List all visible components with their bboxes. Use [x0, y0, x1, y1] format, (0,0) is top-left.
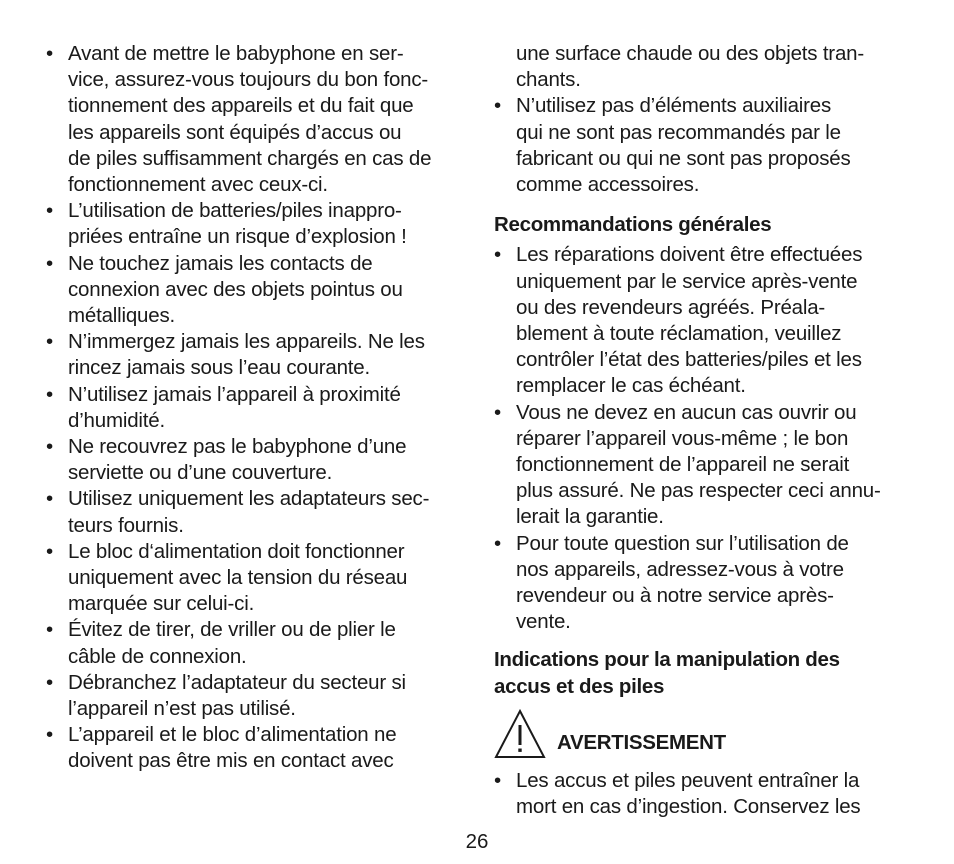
bullet: •	[494, 243, 501, 267]
warning-block	[494, 708, 914, 768]
page-number: 26	[465, 830, 489, 853]
warning-triangle-icon	[494, 708, 546, 760]
list-item: • Les réparations doivent être effectuées uniquement par le service après-vente ou des revendeurs agréés. Préala- blement à toute réclamation, veuillez contrôler l’état des batteries/piles et les remplacer le cas échéant.	[494, 243, 863, 398]
bullet: •	[494, 94, 501, 118]
list-item: • Le bloc d‘alimentation doit fonctionner uniquement avec la tension du réseau marquée sur celui-ci.	[46, 539, 408, 616]
list-item: • N’immergez jamais les appareils. Ne les rincez jamais sous l’eau courante.	[46, 330, 425, 380]
accessory-list	[494, 93, 914, 198]
list-item: • Les accus et piles peuvent entraîner la mort en cas d’ingestion. Conservez les	[494, 768, 861, 819]
bullet: •	[494, 531, 501, 555]
bullet: •	[46, 670, 53, 694]
bullet: •	[46, 539, 53, 563]
bullet: •	[46, 487, 53, 511]
list-item: • Débranchez l’adaptateur du secteur si l’appareil n’est pas utilisé.	[46, 670, 406, 721]
bullet: •	[494, 400, 501, 424]
bullet: •	[46, 435, 53, 459]
section-heading-batteries: Indications pour la manipulation des accus et des piles	[494, 648, 840, 698]
list-item: • L’utilisation de batteries/piles inappro- priées entraîne un risque d’explosion !	[46, 199, 407, 249]
list-item: • Utilisez uniquement les adaptateurs sec- teurs fournis.	[46, 487, 430, 537]
list-item: • Vous ne devez en aucun cas ouvrir ou réparer l’appareil vous-même ; le bon fonctionnement de l’appareil ne serait plus assuré. Ne pas respecter ceci annu- lerait la garantie.	[494, 400, 881, 529]
list-item: • N’utilisez pas d’éléments auxiliaires qui ne sont pas recommandés par le fabricant ou qui ne sont pas proposés comme accessoires.	[494, 94, 851, 197]
bullet: •	[46, 723, 53, 747]
bullet: •	[494, 768, 501, 792]
spacer	[494, 635, 914, 647]
spacer	[494, 198, 914, 212]
general-recommendations-list	[494, 242, 914, 635]
list-item: • N’utilisez jamais l’appareil à proximité d’humidité.	[46, 382, 401, 432]
safety-list-left	[46, 41, 466, 775]
right-column	[494, 41, 914, 820]
list-item: • Ne touchez jamais les contacts de connexion avec des objets pointus ou métalliques.	[46, 251, 403, 328]
list-item: • Pour toute question sur l’utilisation de nos appareils, adressez-vous à votre revendeur ou à notre service après- vente.	[494, 531, 849, 634]
bullet: •	[46, 199, 53, 223]
bullet: •	[46, 330, 53, 354]
warning-list	[494, 768, 914, 820]
warning-title: AVERTISSEMENT	[557, 730, 726, 754]
continued-text: une surface chaude ou des objets tran- chants.	[516, 42, 864, 92]
list-item: • L’appareil et le bloc d’alimentation ne doivent pas être mis en contact avec	[46, 723, 397, 773]
section-heading-general: Recommandations générales	[494, 213, 772, 237]
bullet: •	[46, 618, 53, 642]
bullet: •	[46, 382, 53, 406]
list-item: • Évitez de tirer, de vriller ou de plier le câble de connexion.	[46, 618, 396, 668]
list-item: • Ne recouvrez pas le babyphone d’une serviette ou d’une couverture.	[46, 435, 407, 485]
bullet: •	[46, 251, 53, 275]
left-column	[46, 41, 466, 775]
bullet: •	[46, 42, 53, 65]
list-item: • Avant de mettre le babyphone en ser- vice, assurez-vous toujours du bon fonc- tionnement des appareils et du fait que les appareils sont équipés d’accus ou de piles suffisamment chargés en cas de fonctionnement avec ceux-ci.	[46, 42, 432, 197]
